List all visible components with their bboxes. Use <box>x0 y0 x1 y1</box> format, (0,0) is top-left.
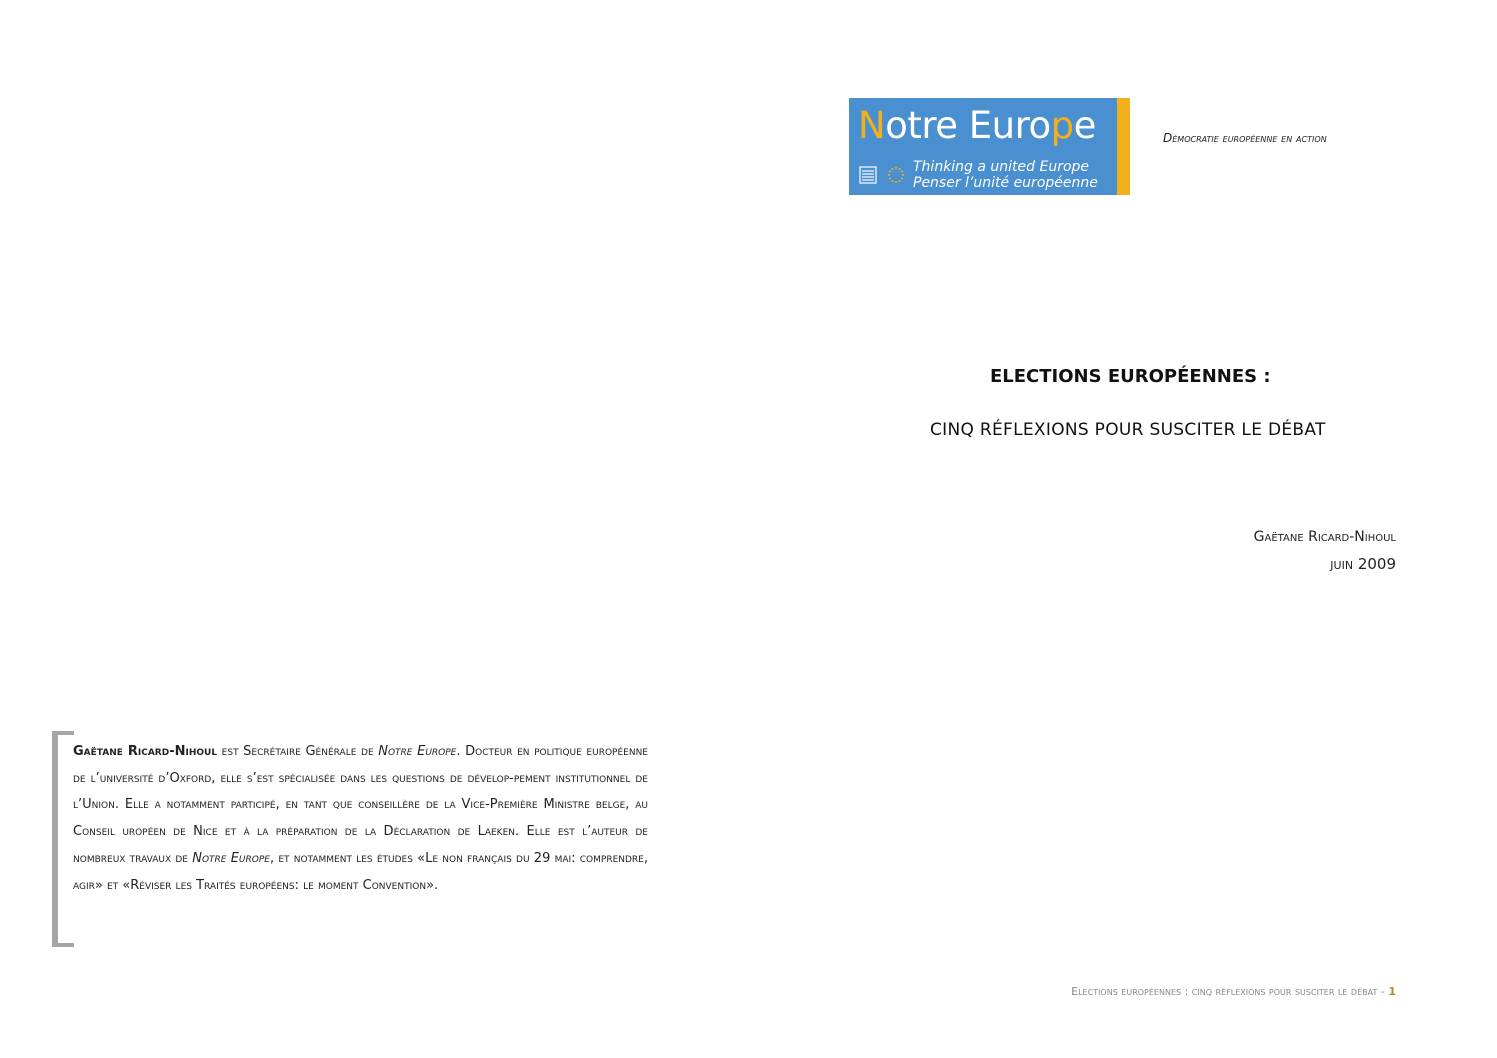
publication-date: juin 2009 <box>1330 555 1396 573</box>
document-title: ELECTIONS EUROPÉENNES : <box>990 366 1271 387</box>
bio-author-name: Gaëtane Ricard-Nihoul <box>73 744 218 759</box>
eu-stars-icon <box>887 166 905 184</box>
header-tagline: Démocratie européenne en action <box>1163 131 1327 145</box>
bio-text-2: . Docteur en politique européenne de l’université d’Oxford, elle s’est spécialisée dans les questions de dévelop-pement institutionnel de l’Union. Elle a notamment participé, en tant que conseillère de la Vice-Première Ministre belge, au Conseil uropéen de Nice et à la préparation de la Déclaration de Laeken. Elle est l’auteur de nombreux travaux de <box>73 744 648 866</box>
footer-text: Elections européennes : cinq réflexions pour susciter le débat - <box>1071 985 1385 998</box>
logo-tagline-english: Thinking a united Europe <box>913 159 1090 175</box>
logo-title-accent-letter: p <box>1050 104 1074 147</box>
logo-title-end: e <box>1073 104 1096 147</box>
bio-org-2: Notre Europe <box>192 850 270 866</box>
logo-tagline-french: Penser l’unité européenne <box>913 175 1098 191</box>
author-bio <box>73 739 648 899</box>
bio-text-3: , et notamment les études «Le non français du 29 mai: comprendre, agir» et «Réviser les Traités européens: le moment Convention». <box>73 850 648 893</box>
logo-title-initial: N <box>858 104 886 147</box>
page-number: 1 <box>1388 985 1396 998</box>
notre-europe-logo <box>849 98 1130 195</box>
logo-accent-bar <box>1117 98 1130 195</box>
bio-bracket-decoration <box>52 731 74 947</box>
bio-text-1: est Secrétaire Générale de <box>217 744 379 759</box>
logo-title <box>858 104 1096 148</box>
bio-org-1: Notre Europe <box>378 744 457 759</box>
document-subtitle: CINQ RÉFLEXIONS POUR SUSCITER LE DÉBAT <box>930 420 1326 440</box>
page-footer <box>1071 985 1396 998</box>
logo-title-middle: otre Euro <box>885 104 1051 147</box>
document-icon <box>859 166 877 184</box>
author-name: Gaëtane Ricard-Nihoul <box>1253 529 1396 545</box>
